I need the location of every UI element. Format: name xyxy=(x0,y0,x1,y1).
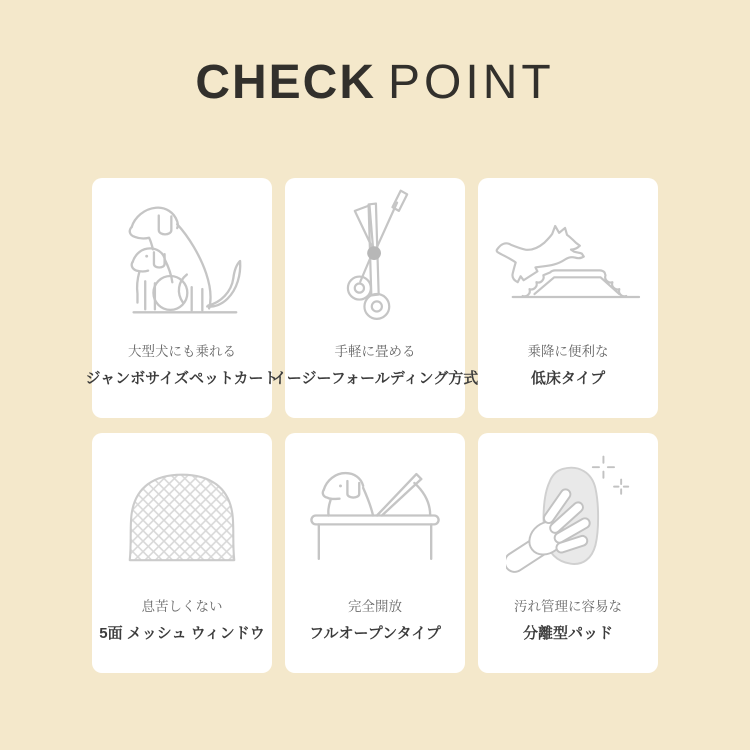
feature-title: フルオープンタイプ xyxy=(309,625,441,643)
page-title xyxy=(0,0,750,108)
hand-cleaning-pad-icon xyxy=(478,433,658,597)
title-check: CHECK xyxy=(195,56,376,109)
two-dogs-icon xyxy=(92,178,272,342)
feature-card-easy-folding xyxy=(271,178,479,418)
feature-title: 分離型パッド xyxy=(522,625,613,643)
feature-description: 汚れ管理に容易な xyxy=(514,599,622,615)
feature-title: イージーフォールディング方式 xyxy=(271,370,479,388)
dog-in-open-cart-icon xyxy=(306,467,444,564)
two-dogs-icon xyxy=(109,200,255,321)
feature-title: 低床タイプ xyxy=(530,370,606,388)
mesh-window-icon xyxy=(92,433,272,597)
feature-card-full-open xyxy=(285,433,465,673)
feature-card-separable-pad xyxy=(478,433,658,673)
dog-jumping-ramp-icon xyxy=(493,220,643,301)
title-point: POINT xyxy=(388,56,555,109)
feature-card-mesh-window xyxy=(92,433,272,673)
folded-stroller-icon xyxy=(329,187,421,334)
feature-grid xyxy=(85,178,658,673)
feature-description: 大型犬にも乗れる xyxy=(128,344,236,360)
feature-description: 息苦しくない xyxy=(141,599,223,615)
feature-title: ジャンボサイズペットカート xyxy=(85,370,279,388)
dog-jumping-ramp-icon xyxy=(478,178,658,342)
feature-description: 乗降に便利な xyxy=(527,344,609,360)
mesh-window-icon xyxy=(122,468,242,563)
feature-title: 5面 メッシュ ウィンドウ xyxy=(99,625,265,643)
feature-card-jumbo-size xyxy=(85,178,279,418)
dog-in-open-cart-icon xyxy=(285,433,465,597)
sparkle-icon xyxy=(593,457,628,494)
feature-card-low-floor xyxy=(478,178,658,418)
feature-description: 手軽に畳める xyxy=(334,344,416,360)
folded-stroller-icon xyxy=(285,178,465,342)
hand-cleaning-pad-icon xyxy=(506,453,630,577)
feature-description: 完全開放 xyxy=(348,599,402,615)
